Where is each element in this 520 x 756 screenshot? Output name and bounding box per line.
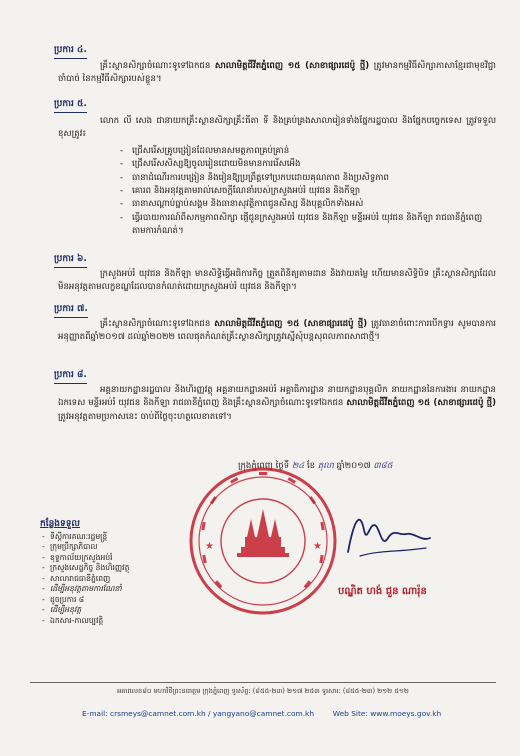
registration-number: ៣៨៥ <box>373 461 393 471</box>
list-item: - ធានាដំណើរការបង្រៀន និងរៀនឱ្យប្រព្រឹត្តទៅប្រកបដោយគុណភាព និងប្រសិទ្ធភាព <box>120 172 490 185</box>
article-7-text <box>58 318 496 345</box>
footer-email: E-mail: crsmeys@camnet.com.kh / yangyano@camnet.com.kh <box>82 709 315 718</box>
article-8-heading: ប្រការ ៨. <box>54 369 87 383</box>
list-item: - ដូចប្រការ ៨ <box>40 595 230 605</box>
school-name: សាលាមិត្តជីវីតភ្នំពេញ ១៥ (សាខាផ្សារដេប៉ូ ថ្មី) <box>214 319 368 329</box>
list-item: - ក្រសួងសេដ្ឋកិច្ច និងហិរញ្ញវត្ថុ <box>40 563 230 573</box>
article-4-heading: ប្រការ ៤. <box>54 44 87 58</box>
recipients-list <box>40 532 230 626</box>
list-item: - ដើម្បីអនុវត្ត <box>40 605 230 615</box>
footer-divider <box>30 682 496 683</box>
article-5-list <box>120 145 490 238</box>
article-8-text <box>58 384 496 424</box>
list-item: - សាលារាជធានីភ្នំពេញ <box>40 574 230 584</box>
list-item: - ជ្រើសរើសគ្រូបង្រៀនដែលមានសមត្ថភាពគ្រប់គ្រាន់ <box>120 145 490 158</box>
article-4-text <box>58 60 496 87</box>
footer-website: Web Site: www.moeys.gov.kh <box>332 709 442 718</box>
date-month-prefix: ខែ <box>304 461 318 471</box>
signature-icon <box>330 490 440 570</box>
article-5-heading: ប្រការ ៥. <box>54 98 87 112</box>
school-name: សាលាមិត្តជីវីតភ្នំពេញ ១៥ (សាខាផ្សារដេប៉ូ ថ្មី) <box>346 398 496 409</box>
article-4-text-b: ត្រូវមានកម្មវិធីសិក្សាភាសាខ្មែរជាមុខវិជ្ជាចាំបាច់ នៃកម្មវិធីសិក្សារបស់ខ្លួន។ <box>58 61 496 85</box>
list-item: - គោរព និងអនុវត្តតាមរាល់សេចក្តីណែនាំរបស់ក្រសួងអប់រំ យុវជន និងកីឡា <box>120 185 490 198</box>
signatory-name: បណ្ឌិត ហង់ ជួន ណារ៉ុន <box>338 586 427 597</box>
list-item: - ក្រុមប្រឹក្សាភិបាល <box>40 542 230 552</box>
list-item: - ទីស្តីការគណៈរដ្ឋមន្ត្រី <box>40 532 230 542</box>
school-name: សាលាមិត្តជីវីតភ្នំពេញ ១៥ (សាខាផ្សារដេប៉ូ ថ្មី) <box>214 61 370 71</box>
list-item: - ដើម្បីអនុវត្តតាមការណែនាំ <box>40 584 230 594</box>
date-prefix: ក្រុងភ្នំពេញ ថ្ងៃទី <box>238 461 292 471</box>
date-month: តុលា <box>317 461 334 471</box>
svg-text:★: ★ <box>205 541 214 552</box>
list-item: - ធ្វើរបាយការណ៍ពីសកម្មភាពសិក្សា ផ្ញើជូនក្រសួងអប់រំ យុវជន និងកីឡា មន្ទីរអប់រំ យុវជន និងកីឡា រាជធានីភ្នំពេញ តាមការកំណត់។ <box>120 212 490 239</box>
article-7-text-a: គ្រឹះស្ថានសិក្សាចំណោះទូទៅឯកជន <box>100 319 215 329</box>
article-5-intro: លោក លី សេង ជានាយកគ្រឹះស្ថានសិក្សាគ្រឹះធីតា ទី និងគ្រប់គ្រងសាលារៀនទាំងផ្នែករដ្ឋបាល និងផ្នែកបច្ចេកទេស ត្រូវទទួលខុសត្រូវ៖ <box>58 116 496 140</box>
recipients-heading: កន្លែងទទួល <box>40 519 80 529</box>
article-7-heading: ប្រការ ៧. <box>54 303 88 317</box>
svg-text:★: ★ <box>313 541 322 552</box>
footer-address: អគារលេខ៨០ មហាវិថីព្រះនរោត្តម ក្រុងភ្នំពេញ ទូរស័ព្ទ: (៨៥៥-២៣) ២១៧ ២៥៣ ទូរសារ: (៨៥៥-២៣) ២១២ ៥១២ <box>117 687 409 695</box>
list-item: - ខុទ្ទកាល័យក្រសួងអប់រំ <box>40 553 230 563</box>
list-item: - ឯកសារ-កាលប្បវត្តិ <box>40 616 230 626</box>
article-7-text-b: ត្រូវធានាចំពោះការបើកទ្វារ សូមបានការអនុញ្ញាតពីឆ្នាំ២០១៧ ដល់ឆ្នាំ២០២២ ពេលផុតកំណត់គ្រឹះស្ថានសិក្សាត្រូវស្នើសុំបន្តសុពលភាពសាជាថ្មី។ <box>58 319 496 343</box>
footer-contacts <box>82 708 441 719</box>
article-6-heading: ប្រការ ៦. <box>54 253 87 267</box>
article-4-text-a: គ្រឹះស្ថានសិក្សាចំណោះទូទៅឯកជន <box>100 61 215 71</box>
article-6-text: ក្រសួងអប់រំ យុវជន និងកីឡា មានសិទ្ធិធ្វើអធិការកិច្ច ត្រួតពិនិត្យតាមដាន និងវាយតម្លៃ ហើយមានសិទ្ធិបិទ គ្រឹះស្ថានសិក្សាដែលមិនអនុវត្តតាមលក្ខខណ្ឌដែលបានកំណត់ដោយក្រសួងអប់រំ យុវជន និងកីឡា។ <box>58 269 496 293</box>
article-8-text-a: អគ្គនាយកដ្ឋានរដ្ឋបាល និងហិរញ្ញវត្ថុ អគ្គនាយកដ្ឋានអប់រំ អគ្គាធិការដ្ឋាន នាយកដ្ឋានបុគ្គលិក នាយកដ្ឋាននៃការងារ នាយកដ្ឋានឯកទេស មន្ទីរអប់រំ យុវជន និងកីឡា រាជធានីភ្នំពេញ និងគ្រឹះស្ថានសិក្សាចំណោះទូទៅឯកជន <box>58 385 496 409</box>
date-year: ឆ្នាំ២០១៧ <box>333 461 374 471</box>
date-day: ២៤ <box>291 461 305 471</box>
article-8-text-b: ត្រូវអនុវត្តតាមប្រកាសនេះ ចាប់ពីថ្ងៃចុះហត្ថលេខាតទៅ។ <box>58 411 232 422</box>
list-item: - ធានាសណ្តាប់ធ្នាប់សង្គម និងធានាសុវត្ថិភាពជូនសិស្ស និងបុគ្គលិកទាំងអស់ <box>120 198 490 211</box>
list-item: - ជ្រើសរើសសិស្សឱ្យចូលរៀនដោយមិនមានការរើសអើង <box>120 158 490 171</box>
